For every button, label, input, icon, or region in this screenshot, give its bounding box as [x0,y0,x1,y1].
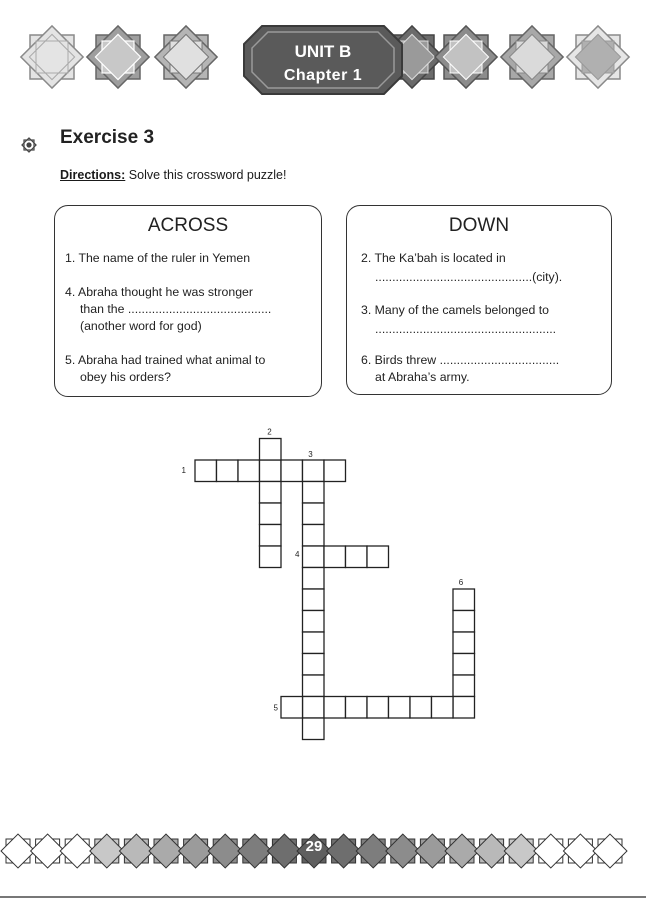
footer-star [119,834,153,868]
crossword-cell[interactable] [367,546,389,568]
crossword-cell[interactable] [303,675,325,697]
crossword-cell[interactable] [432,697,454,719]
footer-star [563,834,597,868]
crossword-cell[interactable] [453,589,475,611]
directions-label: Directions: [60,168,126,182]
crossword-number-5: 5 [273,703,278,713]
crossword-cell[interactable] [453,697,475,719]
crossword-cell[interactable] [410,697,432,719]
clue-line: than the .......................................... [80,302,272,316]
crossword-cell[interactable] [324,546,346,568]
crossword-cell[interactable] [303,525,325,547]
crossword-number-4: 4 [295,550,300,559]
clue-line: 5. Abraha had trained what animal to [65,353,266,367]
footer-star [60,834,94,868]
crossword-cell[interactable] [303,632,325,654]
down-heading: DOWN [448,215,510,236]
crossword-cell[interactable] [389,697,411,719]
clue-line: 1. The name of the ruler in Yemen [65,251,251,265]
crossword-cell[interactable] [303,460,325,482]
crossword-cell[interactable] [217,460,239,482]
chapter-label: Chapter 1 [283,67,363,84]
footer-star [179,834,213,868]
crossword-cell[interactable] [260,503,282,525]
crossword-cell[interactable] [238,460,260,482]
unit-label: UNIT B [294,42,352,61]
directions-text: Solve this crossword puzzle! [128,168,287,182]
across-clue-1 [65,250,250,267]
unit-badge [242,20,404,100]
across-clue-box [54,205,322,397]
crossword-cell[interactable] [281,697,303,719]
across-clue-5 [65,352,265,386]
clue-line: at Abraha’s army. [375,370,470,384]
crossword-cell[interactable] [453,675,475,697]
clue-line: ..............................................(city). [375,270,563,284]
crossword-cell[interactable] [260,525,282,547]
footer-star [238,834,272,868]
clue-line: 3. Many of the camels belonged to [361,303,549,317]
crossword-grid [0,420,646,760]
page-number: 29 [305,838,323,855]
footer-star [534,834,568,868]
down-clue-2 [361,250,562,286]
exercise-title: Exercise 3 [60,127,155,148]
across-clue-4 [65,284,271,335]
crossword-cell[interactable] [303,697,325,719]
crossword-cell[interactable] [453,632,475,654]
crossword-cell[interactable] [324,697,346,719]
crossword-cell[interactable] [367,697,389,719]
down-clue-box [346,205,612,395]
crossword-cell[interactable] [453,611,475,633]
crossword-cell[interactable] [346,546,368,568]
down-clue-3 [361,302,556,338]
crossword-cell[interactable] [260,439,282,461]
crossword-cell[interactable] [303,546,325,568]
crossword-cell[interactable] [260,460,282,482]
clue-line: 2. The Ka’bah is located in [361,251,506,265]
crossword-cell[interactable] [303,718,325,740]
footer-star [475,834,509,868]
crossword-cell[interactable] [303,654,325,676]
crossword-cell[interactable] [281,460,303,482]
footer-star [504,834,538,868]
clue-line: 6. Birds threw ................................... [361,353,560,367]
crossword-number-1: 1 [181,466,186,475]
crossword-cell[interactable] [303,611,325,633]
crossword-cell[interactable] [195,460,217,482]
footer-star [208,834,242,868]
crossword-cell[interactable] [303,503,325,525]
footer-star [31,834,65,868]
clue-line: 4. Abraha thought he was stronger [65,285,253,299]
clue-line: (another word for god) [80,319,202,333]
crossword-cell[interactable] [303,589,325,611]
crossword-number-3: 3 [308,450,313,459]
footer-star [415,834,449,868]
bottom-rule [0,896,646,898]
crossword-cell[interactable] [260,482,282,504]
crossword-number-2: 2 [267,427,272,437]
footer-star [356,834,390,868]
down-clue-6 [361,352,559,386]
footer-star [149,834,183,868]
footer-star [90,834,124,868]
crossword-cell[interactable] [260,546,282,568]
crossword-cell[interactable] [303,568,325,590]
footer-star [386,834,420,868]
footer-star [1,834,35,868]
crossword-cell[interactable] [346,697,368,719]
crossword-cell[interactable] [324,460,346,482]
crossword-cell[interactable] [303,482,325,504]
crossword-number-6: 6 [458,578,464,587]
crossword-cell[interactable] [453,654,475,676]
across-heading: ACROSS [147,215,229,236]
footer-star [445,834,479,868]
footer-star [593,834,627,868]
directions [60,168,286,182]
clue-line: ..................................................... [375,322,557,336]
clue-line: obey his orders? [80,370,171,384]
header-star-1 [21,26,83,88]
star-flower-icon [20,136,38,154]
